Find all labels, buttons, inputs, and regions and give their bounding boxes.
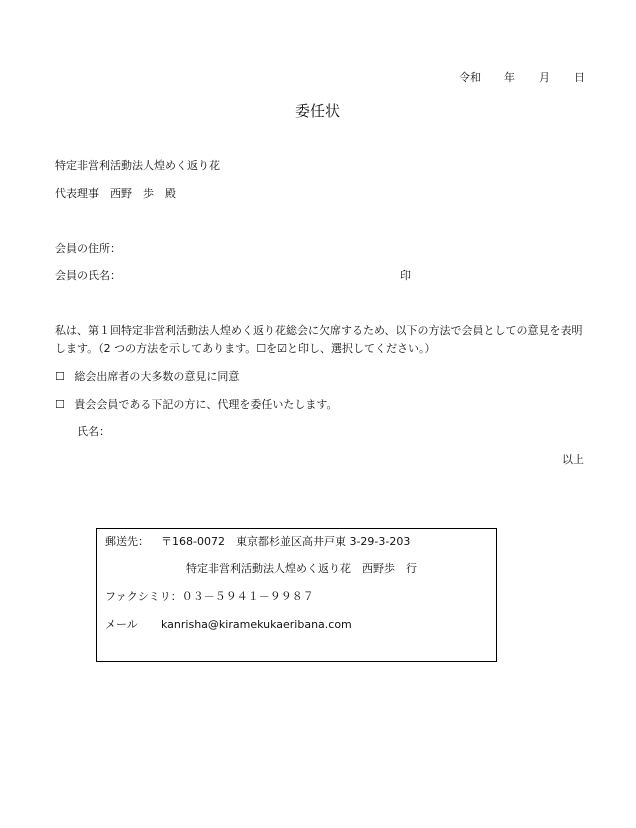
- body-paragraph: 私は、第１回特定非営利活動法人煌めく返り花総会に欠席するため、以下の方法で会員としての意見を表明します。（2 つの方法を示してあります。☐を☑と印し、選択してください。）: [55, 324, 583, 355]
- mailing-label: 郵送先：: [105, 535, 149, 548]
- date-year: 年: [504, 71, 515, 84]
- closing-text: 以上: [562, 453, 584, 466]
- date-era: 令和: [459, 71, 481, 84]
- document-title: 委任状: [295, 102, 341, 120]
- option-consent-label: 総会出席者の大多数の意見に同意: [74, 370, 240, 383]
- addressee-org: 特定非営利活動法人煌めく返り花: [55, 159, 220, 172]
- mailing-address: 〒168-0072 東京都杉並区高井戸東 3-29-3-203: [161, 535, 411, 548]
- member-address-label: 会員の住所：: [55, 242, 121, 255]
- fax-number: ファクシミリ：０３－５９４１－９９８７: [105, 590, 314, 603]
- proxy-name-label: 氏名：: [77, 425, 110, 438]
- option-proxy-label: 貴会会員である下記の方に、代理を委任いたします。: [74, 398, 338, 411]
- date-month: 月: [539, 71, 550, 84]
- member-name-label: 会員の氏名：: [55, 269, 121, 282]
- mail-label: メール: [105, 618, 138, 631]
- mailing-recipient: 特定非営利活動法人煌めく返り花 西野歩 行: [186, 562, 417, 575]
- option-consent-checkbox[interactable]: ☐: [55, 370, 65, 383]
- seal-mark: 印: [400, 269, 411, 282]
- date-day: 日: [574, 71, 585, 84]
- addressee-rep: 代表理事 西野 歩 殿: [55, 187, 176, 200]
- option-proxy[interactable]: [55, 398, 338, 412]
- mailing-info-box: [96, 528, 497, 662]
- option-consent[interactable]: [55, 370, 239, 384]
- email-address: kanrisha@kiramekukaeribana.com: [161, 618, 352, 631]
- option-proxy-checkbox[interactable]: ☐: [55, 398, 65, 411]
